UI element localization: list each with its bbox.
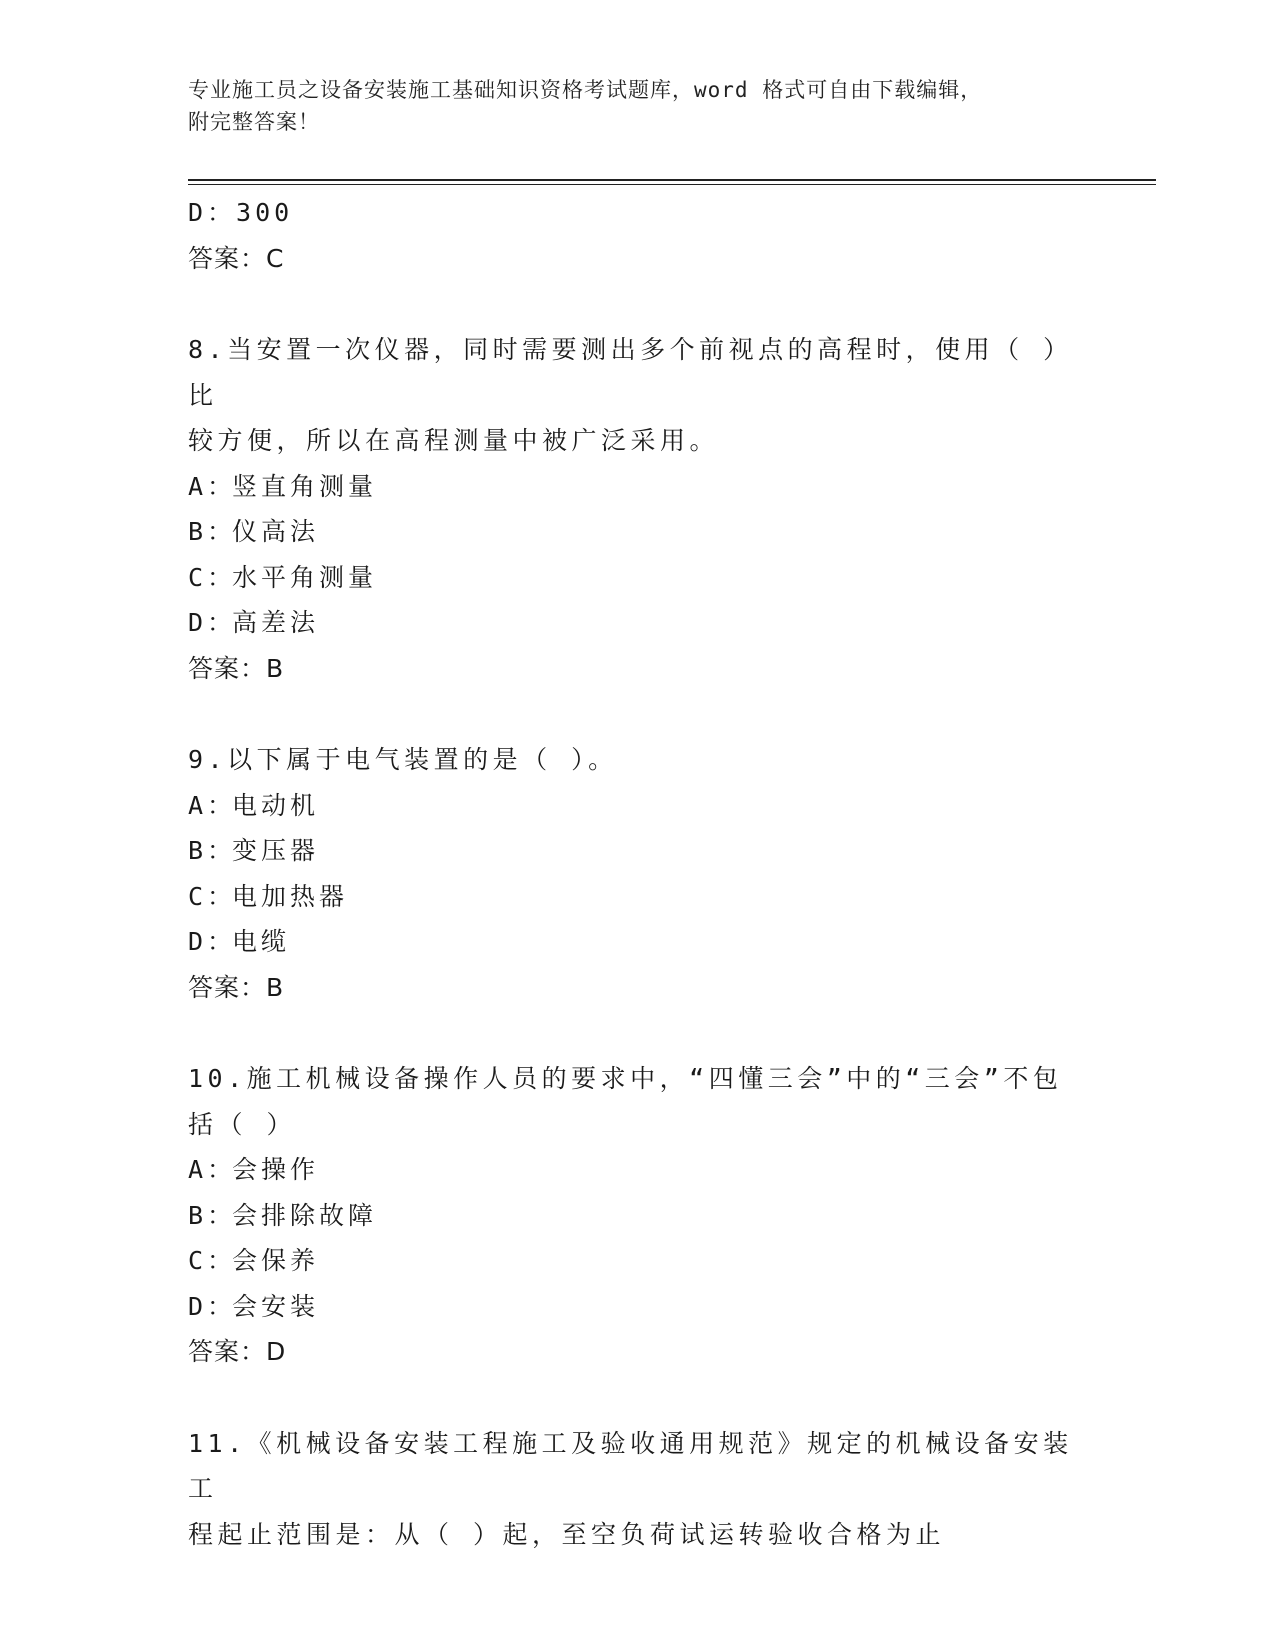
option-text: 水平角测量: [232, 562, 378, 592]
spacer: [188, 281, 1088, 327]
question-10: [188, 1056, 1088, 1375]
option-text: 电缆: [232, 927, 291, 956]
header-line-2: 附完整答案！: [188, 110, 320, 134]
question-11: [188, 1421, 1088, 1558]
question-text: [188, 1056, 1078, 1147]
option-a: [188, 1147, 1088, 1193]
option-text: 变压器: [232, 836, 320, 865]
question-list: [188, 190, 1088, 1557]
question-7-tail: [188, 190, 1088, 281]
option-label: D：: [188, 608, 237, 637]
header-rule-thick: [188, 179, 1156, 181]
question-8: [188, 327, 1088, 691]
option-b: [188, 828, 1088, 874]
option-c: [188, 555, 1088, 601]
option-label: D：: [188, 927, 237, 956]
question-text-line-1: 11.《机械设备安装工程施工及验收通用规范》规定的机械设备安装工: [188, 1428, 1073, 1503]
header-line-1: 专业施工员之设备安装施工基础知识资格考试题库，word 格式可自由下载编辑，: [188, 78, 983, 102]
answer-line: 答案：B: [188, 653, 285, 683]
option-label: C：: [188, 1246, 237, 1275]
option-label: B：: [188, 836, 237, 865]
option-label: A：: [188, 471, 237, 501]
option-label: A：: [188, 790, 237, 820]
option-label: A：: [188, 1155, 237, 1184]
option-text: 高差法: [232, 608, 320, 637]
option-label: C：: [188, 881, 237, 911]
option-label: C：: [188, 562, 237, 592]
spacer: [188, 1375, 1088, 1421]
option-text: 会排除故障: [232, 1200, 378, 1230]
question-9: [188, 737, 1088, 1010]
option-text: 会安装: [232, 1291, 320, 1321]
answer-line: 答案：D: [188, 1337, 287, 1366]
question-text: [188, 737, 1078, 783]
option-text: 电加热器: [232, 881, 349, 911]
question-text-line-1: 8.当安置一次仪器，同时需要测出多个前视点的高程时，使用（ ）比: [188, 335, 1073, 410]
option-d: [188, 600, 1088, 646]
spacer: [188, 691, 1088, 737]
question-text: [188, 327, 1078, 464]
option-label: D：: [188, 1291, 237, 1321]
question-text-line-2: 括（ ）: [188, 1109, 297, 1139]
option-d: [188, 919, 1088, 965]
option-text: 竖直角测量: [232, 471, 378, 501]
option-label: B：: [188, 517, 237, 546]
option-label: B：: [188, 1200, 237, 1230]
question-text-line-1: 10.施工机械设备操作人员的要求中，“四懂三会”中的“三会”不包: [188, 1064, 1063, 1093]
header-rule-thin: [188, 184, 1156, 185]
question-text-line-2: 较方便，所以在高程测量中被广泛采用。: [188, 426, 720, 455]
answer-line: 答案：C: [188, 243, 285, 273]
option-a: [188, 783, 1088, 829]
option-c: [188, 1238, 1088, 1284]
option-text: 会操作: [232, 1155, 320, 1184]
option-c: [188, 874, 1088, 920]
option-d: [188, 1284, 1088, 1330]
option-b: [188, 1193, 1088, 1239]
answer-line: 答案：B: [188, 972, 285, 1002]
page-header: [188, 74, 1068, 138]
option-a: [188, 464, 1088, 510]
question-text-line-2: 程起止范围是：从（ ）起，至空负荷试运转验收合格为止: [188, 1519, 946, 1549]
option-text: 电动机: [232, 790, 320, 820]
question-text: [188, 1421, 1078, 1558]
option-text: 仪高法: [232, 517, 320, 546]
option-b: [188, 509, 1088, 555]
question-text-line-1: 9.以下属于电气装置的是（ ）。: [188, 745, 618, 774]
option-d: D：300: [188, 198, 294, 227]
option-text: 会保养: [232, 1246, 320, 1275]
spacer: [188, 1010, 1088, 1056]
